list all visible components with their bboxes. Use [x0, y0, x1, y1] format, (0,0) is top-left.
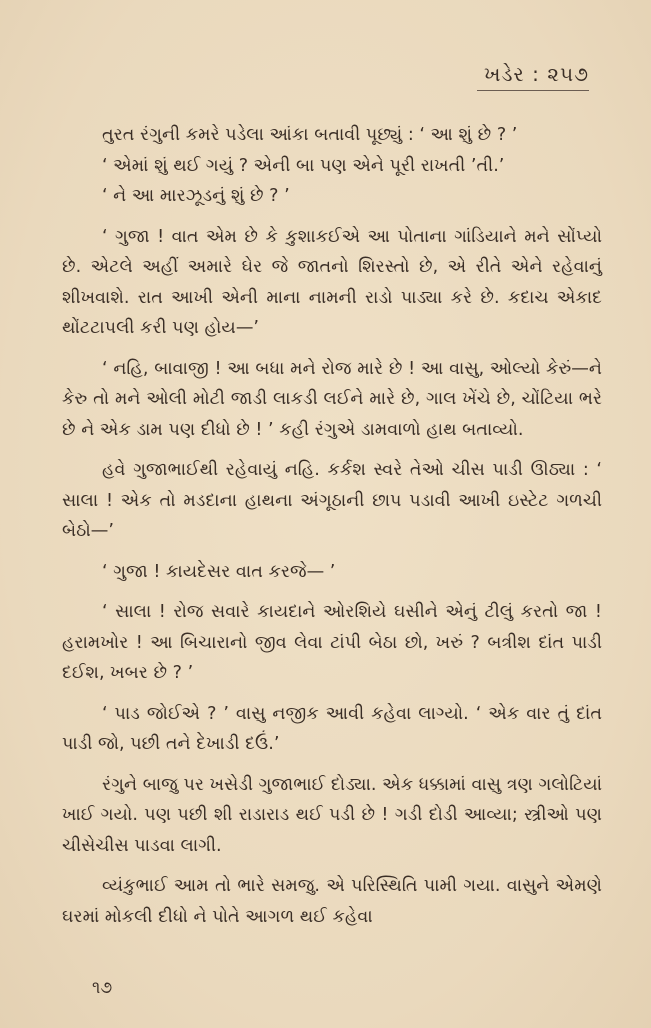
paragraph: વ્યંકુભાઈ આમ તો ભારે સમજુ. એ પરિસ્થિતિ પામી ગયા. વાસુને એમણે ઘરમાં મોકલી દીધો ને પોતે આગળ થઈ કહેવા	[62, 876, 602, 927]
paragraph: ‘ સાલા ! રોજ સવારે કાયદાને ઓરશિયે ઘસીને એનું ટીલું કરતો જા ! હરામખોર ! આ બિચારાનો જીવ લેવા ટાંપી બેઠા છો, ખરું ? બત્રીશ દાંત પાડી દઈશ, ખબર છે ? ’	[62, 602, 602, 683]
paragraph: ‘ પાડ જોઈએ ? ’ વાસુ નજીક આવી કહેવા લાગ્યો. ‘ એક વાર તું દાંત પાડી જો, પછી તને દેખાડી દઉં.’	[62, 703, 602, 754]
paragraph: રંગુને બાજુ પર ખસેડી ગુજાભાઈ દોડ્યા. એક ધક્કામાં વાસુ ત્રણ ગલોટિયાં ખાઈ ગયો. પણ પછી શી રાડારાડ થઈ પડી છે ! ગડી દોડી આવ્યા; સ્ત્રીઓ પણ ચીસેચીસ પાડવા લાગી.	[62, 774, 602, 856]
header-underline	[477, 90, 589, 91]
paragraph: ‘ એમાં શું થઈ ગયું ? એની બા પણ એને પૂરી રાખતી ’તી.’	[102, 155, 505, 176]
page-number: ૧૭	[92, 978, 113, 998]
running-header	[477, 62, 589, 91]
paragraph: ‘ નહિ, બાવાજી ! આ બધા મને રોજ મારે છે ! આ વાસુ, ઓલ્યો કેરું—ને કેરુ તો મને ઓલી મોટી જાડી લાકડી લઈને મારે છે, ગાલ ખેંચે છે, ચોંટિયા ભરે છે ને એક ડામ પણ દીધો છે ! ’ કહી રંગુએ ડામવાળો હાથ બતાવ્યો.	[62, 358, 602, 440]
page-body	[62, 120, 602, 932]
paragraph: ‘ ગુજા ! કાયદેસર વાત કરજે— ’	[102, 561, 336, 582]
paragraph: હવે ગુજાભાઈથી રહેવાયું નહિ. કર્કશ સ્વરે તેઓ ચીસ પાડી ઊઠ્યા : ‘ સાલા ! એક તો મડદાના હાથના અંગૂઠાની છાપ પડાવી આખી ઇસ્ટેટ ગળચી બેઠો—’	[62, 460, 602, 541]
header-title: ખડેર : ૨૫૭	[484, 62, 589, 86]
paragraph: ‘ ને આ મારઝૂડનું શું છે ? ’	[102, 186, 290, 206]
paragraph: તુરત રંગુની કમરે પડેલા આંકા બતાવી પૂછ્યું : ‘ આ શું છે ? ’	[102, 125, 518, 145]
paragraph: ‘ ગુજા ! વાત એમ છે કે કુશાકઈએ આ પોતાના ગાંડિયાને મને સોંપ્યો છે. એટલે અહીં અમારે ઘેર જે જાતનો શિરસ્તો છે, એ રીતે એને રહેવાનું શીખવાશે. રાત આખી એની માના નામની રાડો પાડ્યા કરે છે. કદાચ એકાદ થોંટટાપલી કરી પણ હોય—’	[62, 226, 602, 338]
